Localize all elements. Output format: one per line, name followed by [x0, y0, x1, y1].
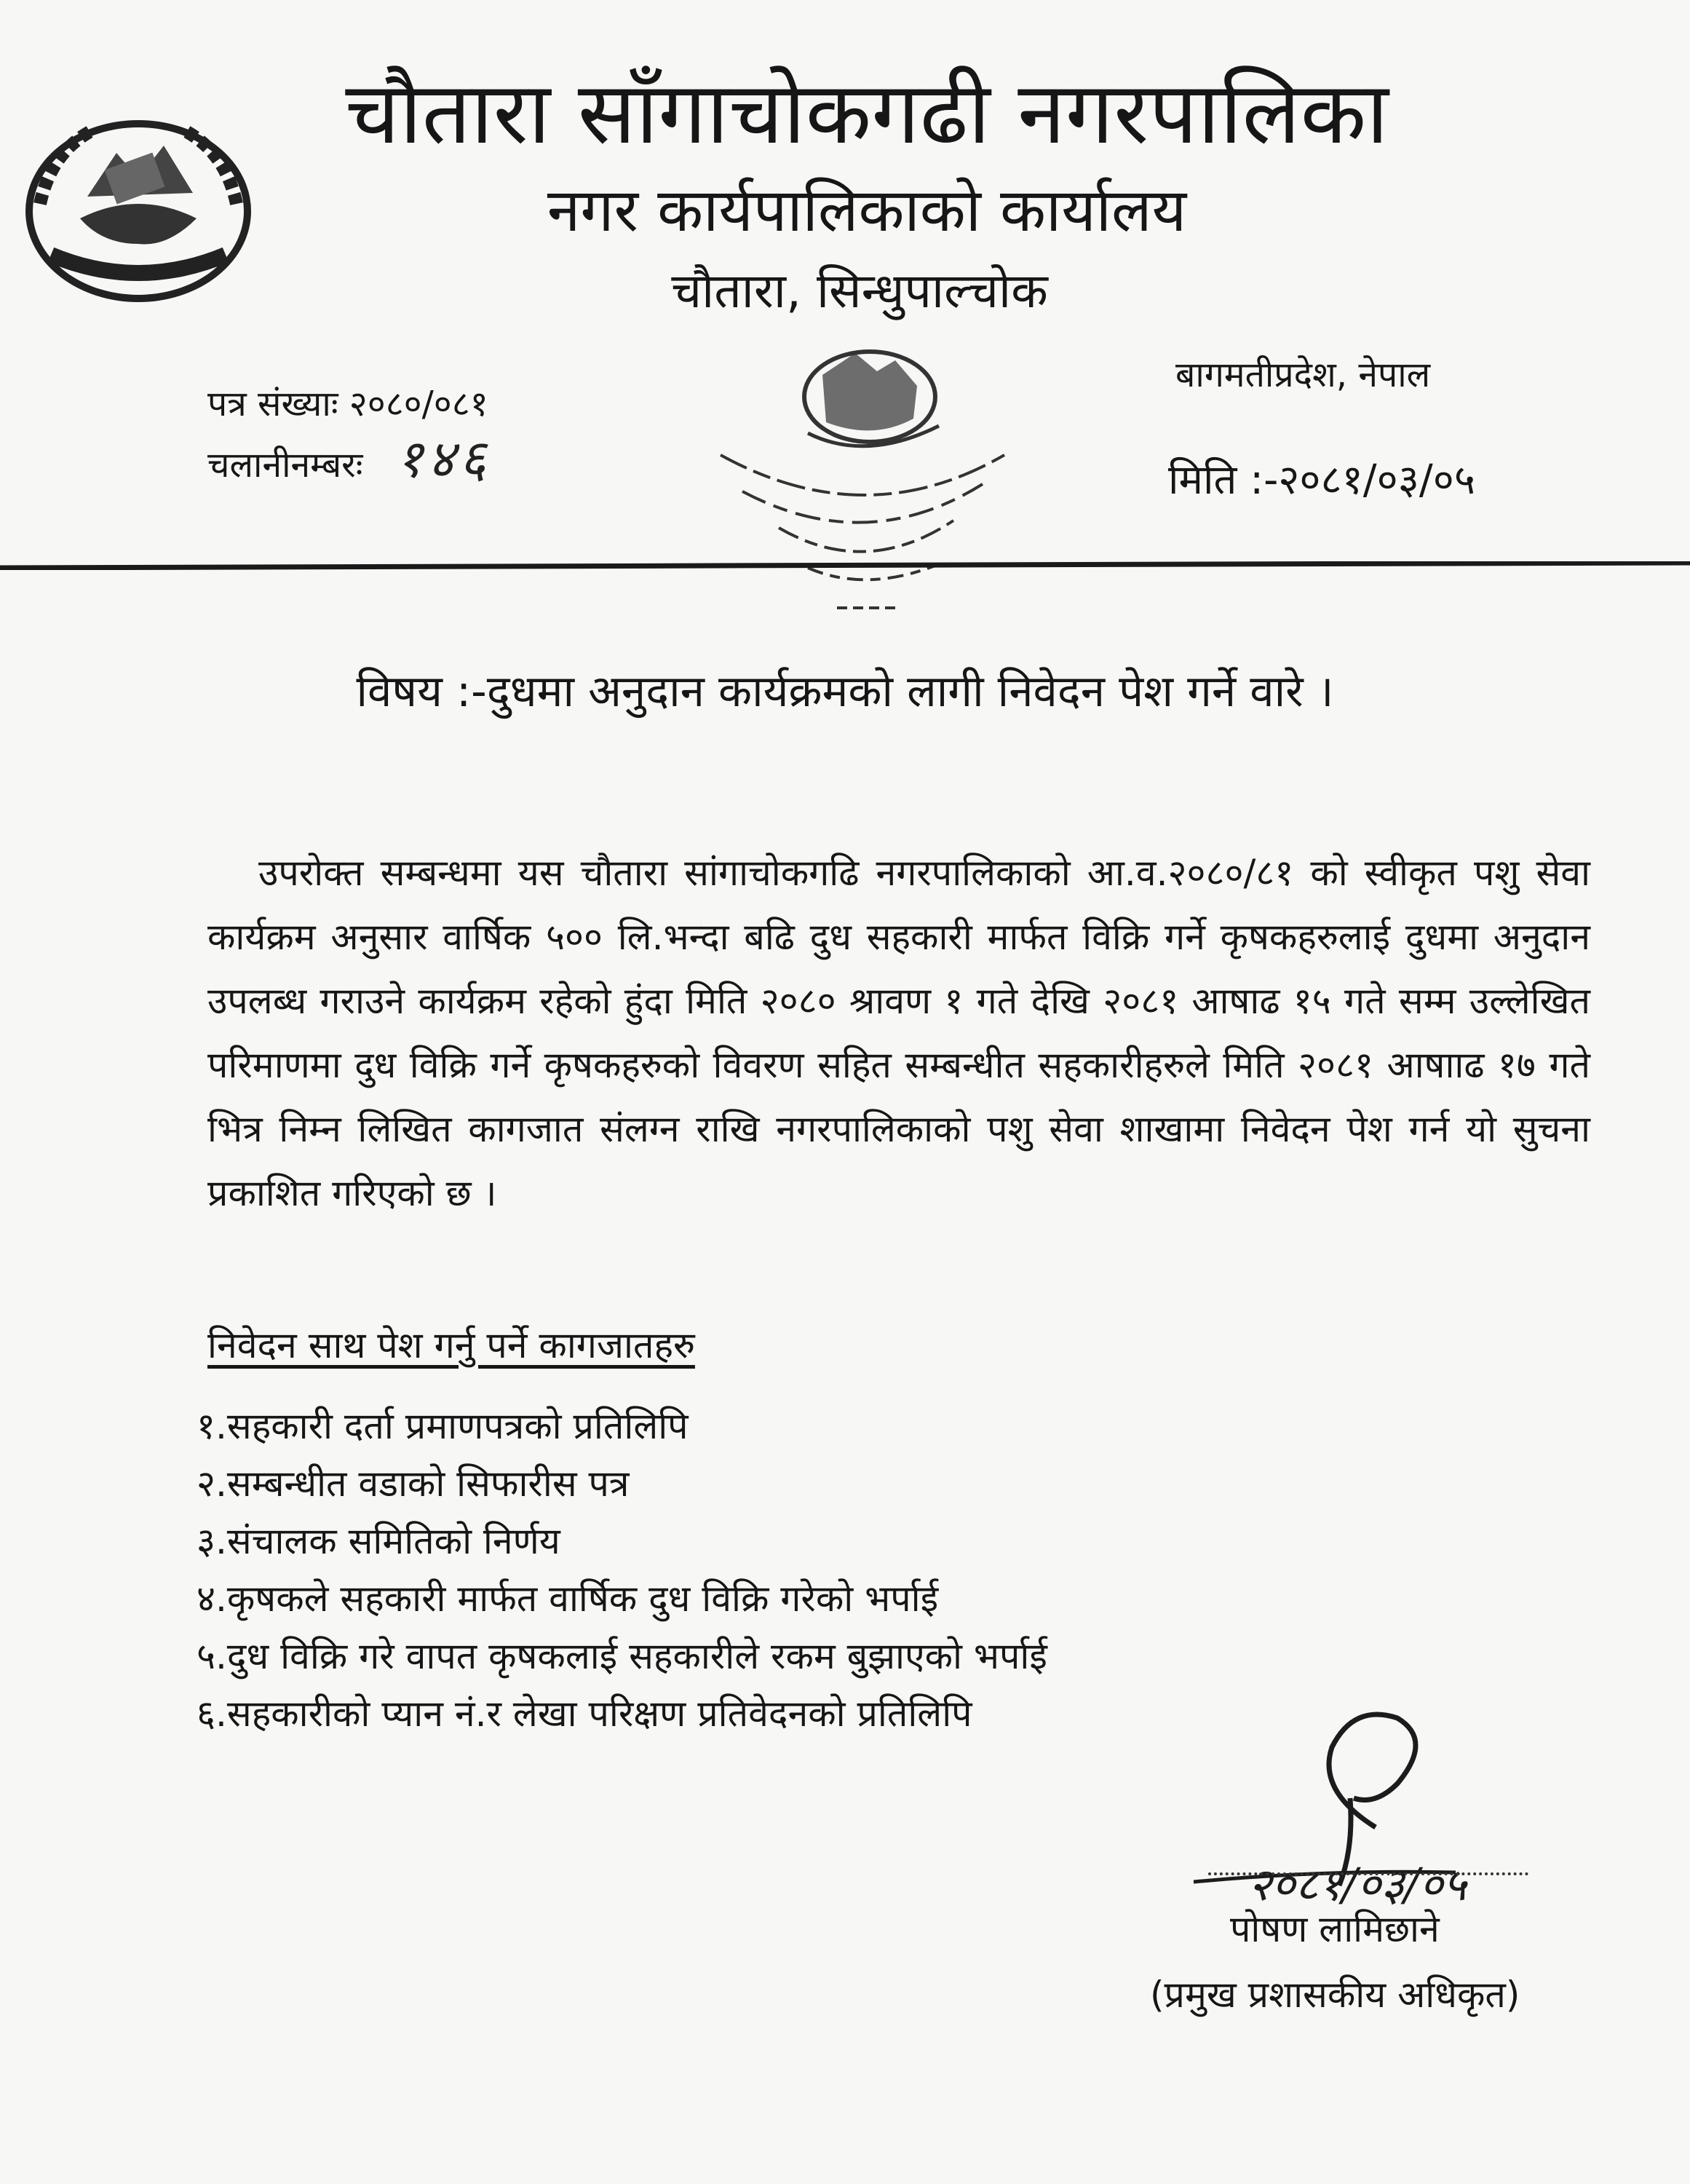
office-name: नगर कार्यपालिकाको कार्यालय	[547, 176, 1187, 245]
header-divider	[0, 559, 1690, 568]
list-item: २.सम्बन्धीत वडाको सिफारीस पत्र	[197, 1463, 630, 1505]
letter-body: उपरोक्त सम्बन्धमा यस चौतारा सांगाचोकगढि नगरपालिकाको आ.व.२०८०/८१ को स्वीकृत पशु सेवा कार्यक्रम अनुसार वार्षिक ५०० लि.भन्दा बढि दुध सहकारी मार्फत विक्रि गर्ने कृषकहरुलाई दुधमा अनुदान उपलब्ध गराउने कार्यक्रम रहेको हुंदा मिति २०८० श्रावण १ गते देखि २०८१ आषाढ १५ गते सम्म उल्लेखित परिमाणमा दुध विक्रि गर्ने कृषकहरुको विवरण सहित सम्बन्धीत सहकारीहरुले मिति २०८१ आषााढ १७ गते भित्र निम्न लिखित कागजात संलग्न राखि नगरपालिकाको पशु सेवा शाखामा निवेदन पेश गर्न यो सुचना प्रकाशित गरिएको छ ।	[207, 852, 1590, 1214]
letter-number-value: २०८०/०८१	[349, 384, 488, 424]
signature-line	[1208, 1872, 1528, 1875]
documents-list	[197, 1398, 1047, 1743]
dispatch-number-label: चलानीनम्बरः	[207, 445, 363, 486]
date-value: २०८१/०३/०५	[1278, 456, 1475, 504]
list-item: ३.संचालक समितिको निर्णय	[197, 1520, 560, 1562]
list-item: ४.कृषकले सहकारी मार्फत वार्षिक दुध विक्रि गरेको भर्पाई	[197, 1578, 939, 1620]
letter-date	[1168, 455, 1475, 506]
letter-number-label: पत्र संख्याः	[207, 384, 338, 424]
organization-name: चौतारा साँगाचोकगढी नगरपालिका	[345, 63, 1389, 163]
documents-heading: निवेदन साथ पेश गर्नु पर्ने कागजातहरु	[207, 1324, 695, 1366]
letter-number	[207, 379, 488, 430]
dispatch-number-value: १४६	[395, 428, 491, 489]
signature-date: २०८१/०३/०५	[1248, 1858, 1467, 1911]
list-item: ५.दुध विक्रि गरे वापत कृषकलाई सहकारीले रकम बुझाएको भर्पाई	[197, 1635, 1047, 1677]
signatory-title: (प्रमुख प्रशासकीय अधिकृत)	[1150, 1974, 1520, 2016]
date-label: मिति :-	[1168, 456, 1279, 504]
list-item: ६.सहकारीको प्यान नं.र लेखा परिक्षण प्रतिवेदनको प्रतिलिपि	[197, 1693, 972, 1735]
office-address: चौतारा, सिन्धुपाल्चोक	[671, 263, 1048, 319]
letter-subject: विषय :-दुधमा अनुदान कार्यक्रमको लागी निवेदन पेश गर्ने वारे ।	[356, 666, 1334, 717]
province-text: बागमतीप्रदेश, नेपाल	[1175, 355, 1431, 395]
list-item: १.सहकारी दर्ता प्रमाणपत्रको प्रतिलिपि	[197, 1405, 689, 1447]
official-stamp	[699, 346, 1019, 637]
handwritten-signature	[1179, 1704, 1558, 1922]
signatory-name: पोषण लामिछाने	[1230, 1908, 1440, 1950]
dispatch-number	[207, 428, 491, 491]
